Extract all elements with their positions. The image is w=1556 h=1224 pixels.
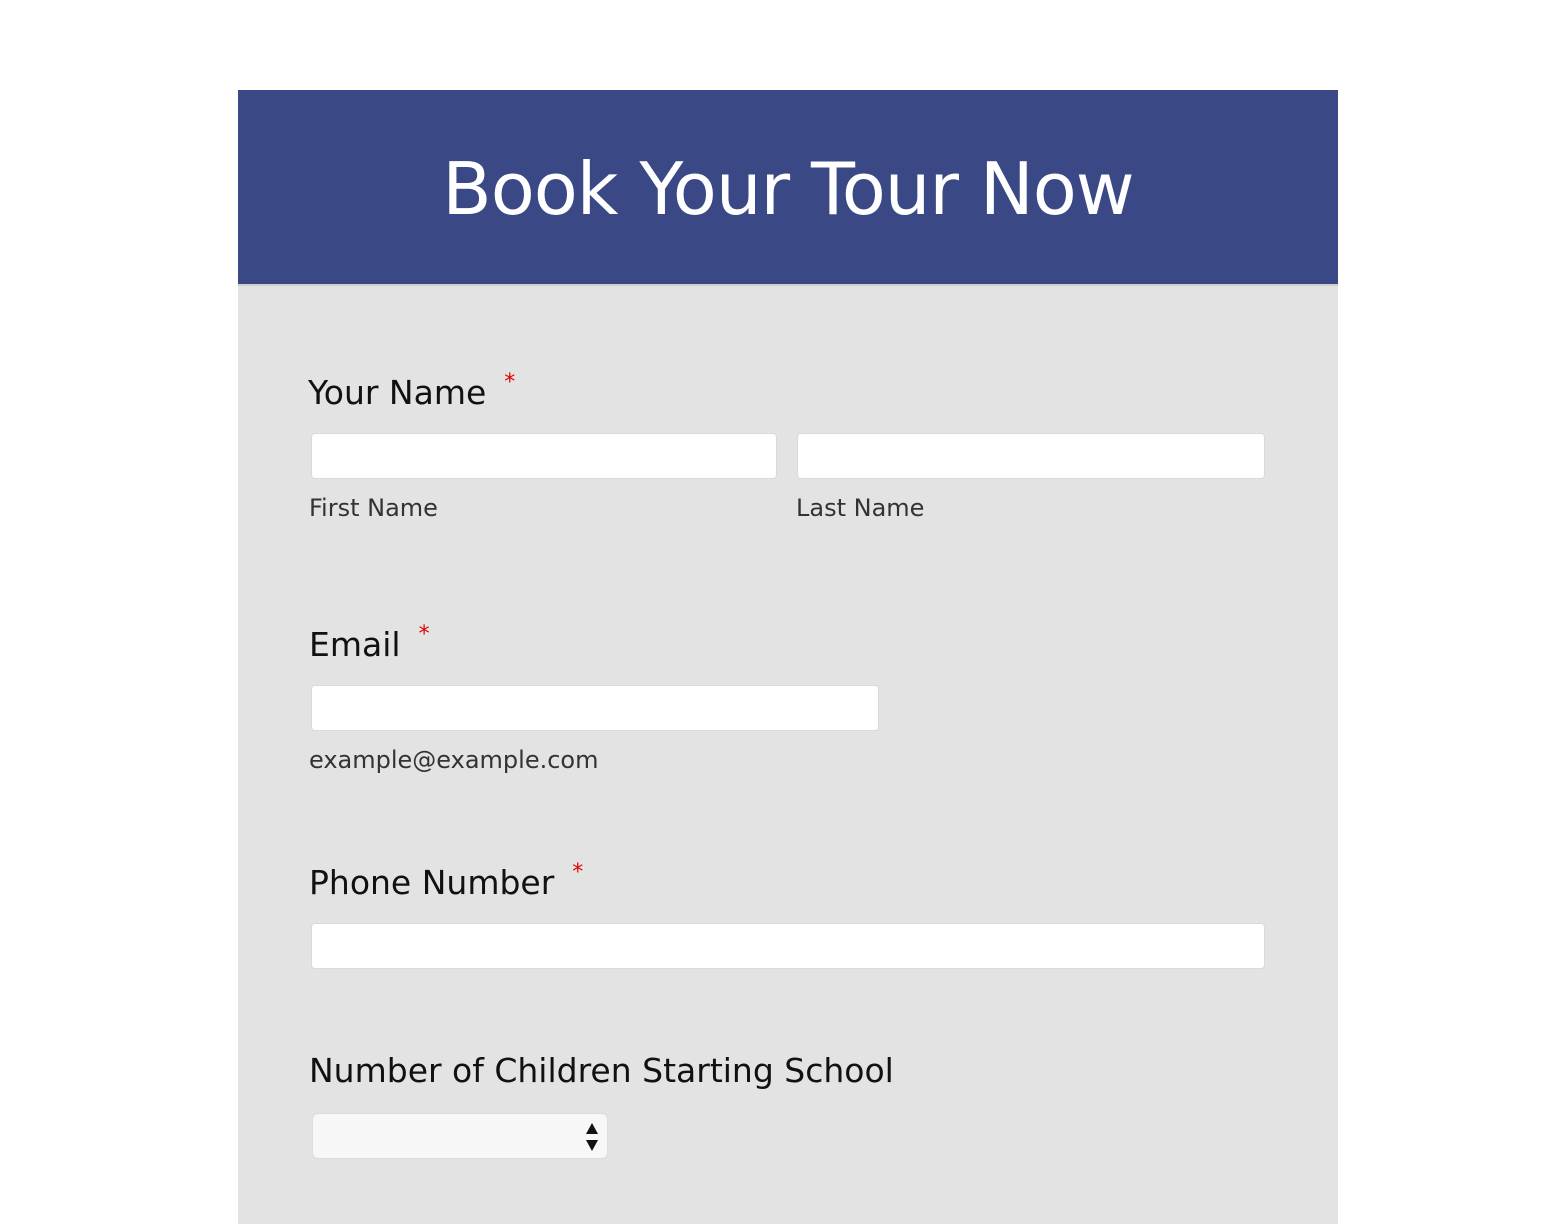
required-marker: * [418, 622, 430, 647]
your-name-label [308, 370, 516, 412]
children-count-select[interactable] [312, 1113, 608, 1159]
email-label [309, 622, 430, 664]
phone-number-input[interactable] [311, 923, 1265, 969]
email-input[interactable] [311, 685, 879, 731]
required-marker: * [504, 370, 516, 395]
phone-number-label [309, 860, 584, 902]
form-title: Book Your Tour Now [442, 147, 1134, 231]
form-header [238, 90, 1338, 286]
last-name-input[interactable] [797, 433, 1265, 479]
first-name-sublabel: First Name [309, 494, 438, 522]
your-name-label-text: Your Name [308, 373, 487, 412]
children-count-label: Number of Children Starting School [309, 1051, 894, 1090]
email-sublabel: example@example.com [309, 746, 599, 774]
required-marker: * [572, 860, 584, 885]
phone-number-label-text: Phone Number [309, 863, 555, 902]
first-name-input[interactable] [311, 433, 777, 479]
tour-booking-form [238, 90, 1338, 1224]
updown-arrows-icon [585, 1122, 599, 1152]
last-name-sublabel: Last Name [796, 494, 925, 522]
email-label-text: Email [309, 625, 401, 664]
